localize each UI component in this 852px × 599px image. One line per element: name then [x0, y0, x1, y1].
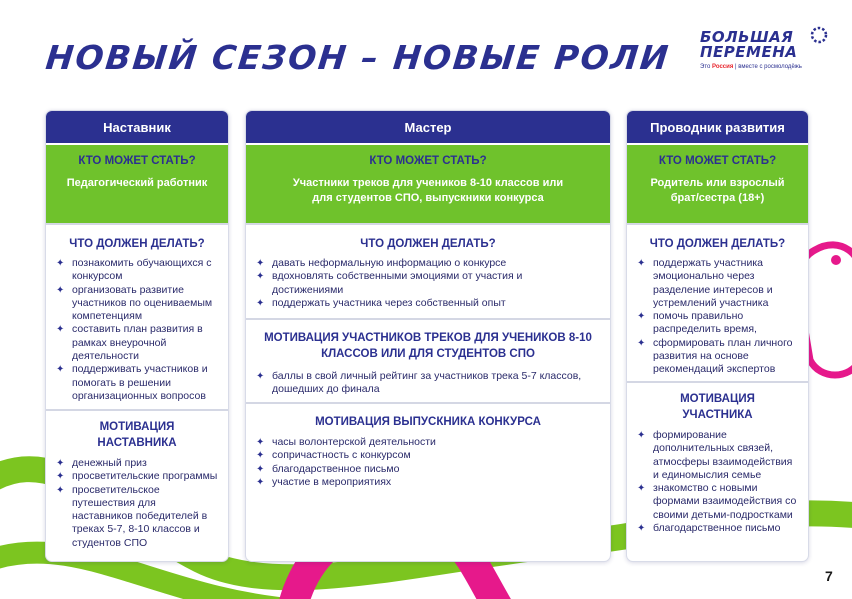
- todo-heading: ЧТО ДОЛЖЕН ДЕЛАТЬ?: [69, 238, 205, 250]
- who-can-block: [246, 145, 610, 223]
- list-item: ✦ формирование дополнительных связей, атмосферы взаимодействия и единомыслия семье: [637, 429, 793, 481]
- motivation-tracks-heading: МОТИВАЦИЯ УЧАСТНИКОВ ТРЕКОВ ДЛЯ УЧЕНИКОВ 8-10 КЛАССОВ ИЛИ ДЛЯ СТУДЕНТОВ СПО: [264, 332, 592, 360]
- star-bullet-icon: ✦: [56, 258, 65, 269]
- motivation-graduate-heading: МОТИВАЦИЯ ВЫПУСКНИКА КОНКУРСА: [315, 416, 541, 428]
- logo-line-1: БОЛЬШАЯ: [700, 28, 794, 46]
- star-bullet-icon: ✦: [56, 284, 65, 296]
- list-item: ✦ познакомить обучающихся с конкурсом: [56, 257, 212, 283]
- who-heading: КТО МОЖЕТ СТАТЬ?: [78, 155, 196, 167]
- who-can-block: [46, 145, 228, 223]
- card-header: Проводник развития: [627, 111, 808, 145]
- star-bullet-icon: ✦: [256, 476, 265, 488]
- star-bullet-icon: ✦: [256, 371, 265, 382]
- todo-section: [627, 223, 808, 381]
- star-bullet-icon: ✦: [637, 430, 646, 441]
- todo-heading: ЧТО ДОЛЖЕН ДЕЛАТЬ?: [360, 238, 496, 250]
- todo-section: [246, 223, 610, 318]
- list-item: ✦ сопричастность с конкурсом: [256, 449, 411, 462]
- todo-heading: ЧТО ДОЛЖЕН ДЕЛАТЬ?: [649, 238, 786, 250]
- list-item: ✦ вдохновлять собственными эмоциями от участия и достижениями: [256, 270, 523, 296]
- list-item: ✦ организовать развитие участников по оцениваемым компетенциям: [56, 283, 213, 323]
- motivation-section: [627, 381, 808, 535]
- motivation-graduate-section: [246, 402, 610, 489]
- star-bullet-icon: ✦: [256, 297, 265, 309]
- logo-ring-icon: [810, 26, 828, 44]
- list-item: ✦ поддержать участника через собственный опыт: [256, 296, 506, 309]
- list-item: ✦ составить план развития в рамках внеурочной деятельности: [56, 323, 203, 363]
- list-item: ✦ баллы в свой личный рейтинг за участников трека 5-7 классов, дошедших до финала: [256, 370, 582, 396]
- list-item: ✦ просветительское путешествия для наставников победителей в треках 5-7, 8-10 классов и студентов СПО: [56, 483, 208, 549]
- star-bullet-icon: ✦: [56, 458, 65, 469]
- list-item: ✦ часы волонтерской деятельности: [256, 436, 436, 448]
- card-master: [245, 110, 611, 562]
- who-text: Участники треков для учеников 8-10 классов или для студентов СПО, выпускники конкурса: [292, 177, 564, 204]
- list-item: ✦ благодарственное письмо: [637, 522, 781, 535]
- who-text: Педагогический работник: [66, 177, 208, 189]
- list-item: ✦ поддержать участника эмоционально через разделение интересов и устремлений участника: [637, 257, 773, 309]
- motivation-heading: МОТИВАЦИЯ УЧАСТНИКА: [680, 393, 755, 421]
- star-bullet-icon: ✦: [637, 311, 646, 323]
- list-item: ✦ просветительские программы: [56, 470, 218, 483]
- star-bullet-icon: ✦: [637, 483, 646, 495]
- list-item: ✦ участие в мероприятиях: [256, 475, 392, 488]
- who-can-block: [627, 145, 808, 223]
- star-bullet-icon: ✦: [256, 271, 265, 283]
- motivation-heading: МОТИВАЦИЯ НАСТАВНИКА: [97, 421, 177, 449]
- card-guide: [626, 110, 809, 562]
- logo-sub-brand: Россия: [712, 64, 734, 70]
- star-bullet-icon: ✦: [256, 463, 265, 475]
- logo-sub-rest: | вместе с росмолодёжь: [735, 64, 802, 70]
- list-item: ✦ знакомство с новыми формами взаимодействия со своими детьми-подростками: [637, 482, 797, 521]
- star-bullet-icon: ✦: [256, 450, 265, 462]
- pink-dot: [831, 255, 841, 265]
- page-title: НОВЫЙ СЕЗОН – НОВЫЕ РОЛИ: [43, 38, 672, 77]
- motivation-section: [46, 409, 228, 550]
- star-bullet-icon: ✦: [256, 437, 265, 448]
- card-mentor: [45, 110, 229, 562]
- page-number: 7: [825, 568, 833, 584]
- list-item: ✦ сформировать план личного развития на основе рекомендаций экспертов: [637, 336, 793, 376]
- list-item: ✦ давать неформальную информацию о конкурсе: [256, 257, 507, 269]
- list-item: ✦ благодарственное письмо: [256, 462, 400, 475]
- star-bullet-icon: ✦: [637, 337, 646, 349]
- list-item: ✦ денежный приз: [56, 457, 147, 469]
- who-heading: КТО МОЖЕТ СТАТЬ?: [369, 155, 487, 167]
- star-bullet-icon: ✦: [56, 484, 65, 496]
- list-item: ✦ помочь правильно распределить время,: [637, 310, 757, 336]
- list-item: ✦ поддерживать участников и помогать в решении организационных вопросов: [56, 363, 208, 402]
- logo-line-2: ПЕРЕМЕНА: [700, 43, 798, 61]
- card-header: Наставник: [46, 111, 228, 145]
- motivation-tracks-section: [246, 318, 610, 402]
- card-header: Мастер: [246, 111, 610, 145]
- star-bullet-icon: ✦: [637, 523, 646, 535]
- logo: [700, 30, 828, 86]
- star-bullet-icon: ✦: [56, 364, 65, 376]
- star-bullet-icon: ✦: [56, 324, 65, 336]
- who-text: Родитель или взрослый брат/сестра (18+): [650, 177, 785, 204]
- star-bullet-icon: ✦: [637, 258, 646, 269]
- who-heading: КТО МОЖЕТ СТАТЬ?: [658, 155, 777, 167]
- star-bullet-icon: ✦: [56, 471, 65, 483]
- logo-sub-prefix: Это: [700, 64, 711, 70]
- logo-subline: [700, 64, 828, 70]
- star-bullet-icon: ✦: [256, 258, 265, 269]
- todo-section: [46, 223, 228, 409]
